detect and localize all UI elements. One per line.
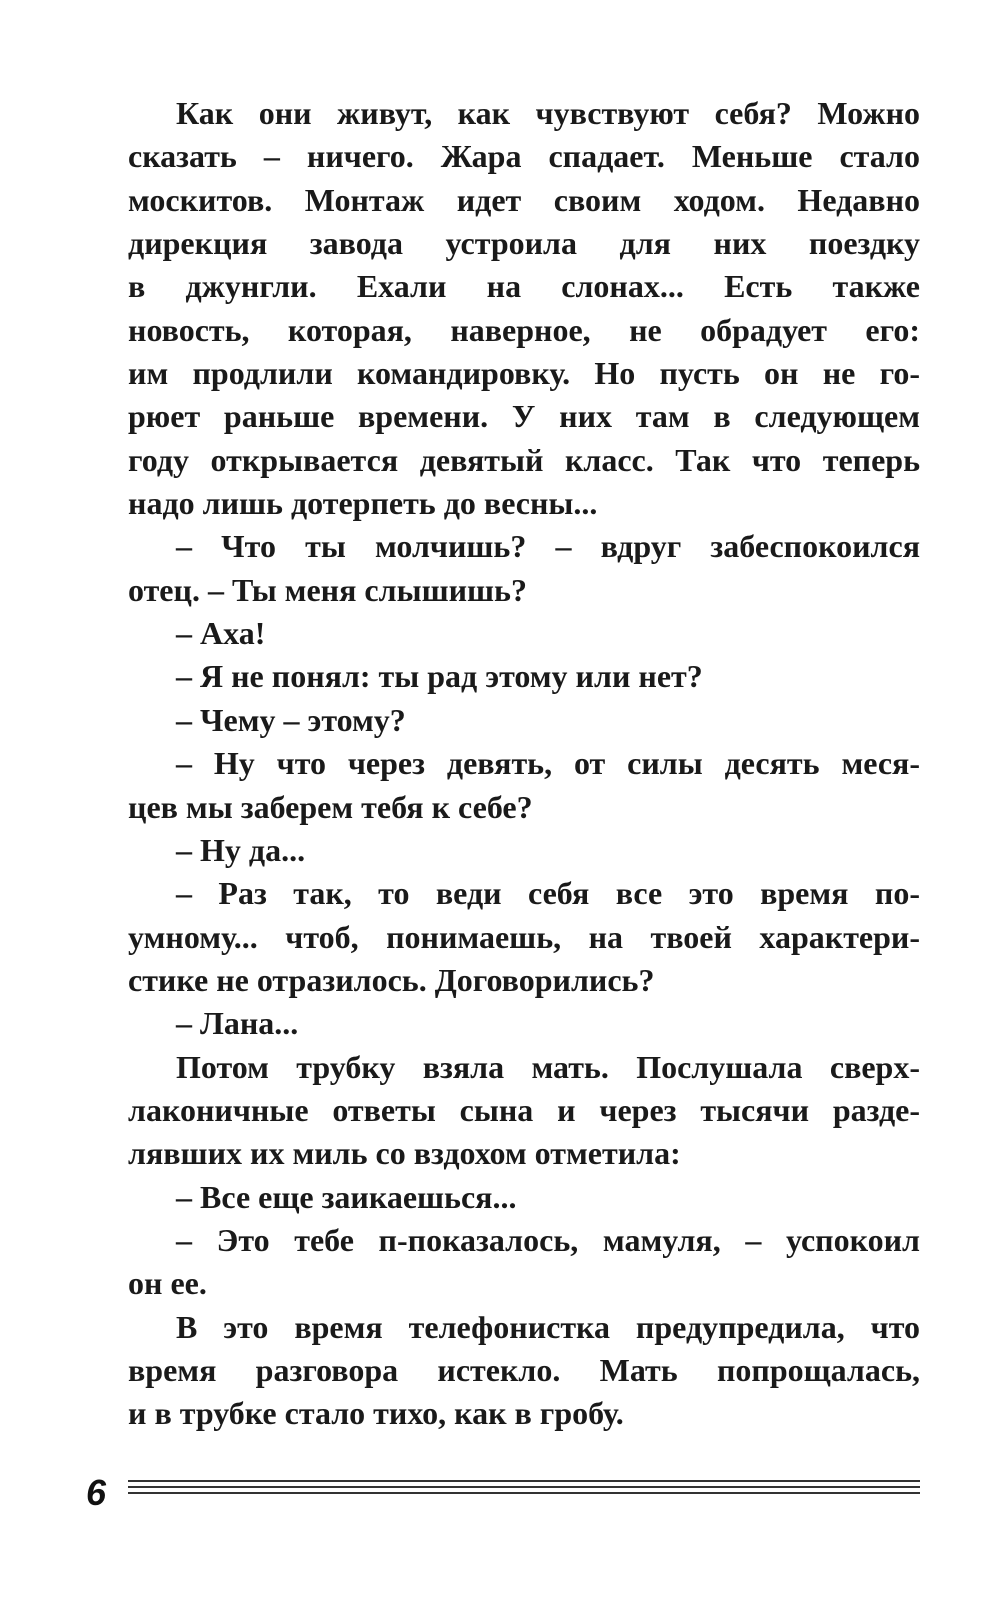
dialogue-line: – Ну да... [176,831,306,868]
text-line: стике не отразилось. Договорились? [128,961,655,998]
footer-rule [128,1480,920,1482]
dialogue-line: – Я не понял: ты рад этому или нет? [176,658,703,695]
text-line: Потом трубку взяла мать. Послушала сверх- [176,1048,920,1085]
text-line: умному... чтоб, понимаешь, на твоей характери- [128,918,920,955]
dialogue-line: – Все еще заикаешься... [176,1178,517,1215]
footer-rule [128,1486,920,1488]
text-line: рюет раньше времени. У них там в следующем [128,398,920,435]
page-footer [86,1472,920,1516]
text-line: лявших их миль со вздохом отметила: [128,1135,681,1172]
text-line: В это время телефонистка предупредила, что [176,1308,920,1345]
text-line: отец. – Ты меня слышишь? [128,571,527,608]
dialogue-line: – Что ты молчишь? – вдруг забеспокоился [176,528,920,565]
text-line: им продлили командировку. Но пусть он не го- [128,355,920,392]
text-line: сказать – ничего. Жара спадает. Меньше стало [128,138,920,175]
text-line: время разговора истекло. Мать попрощалась, [128,1351,920,1388]
body-text [128,92,920,1436]
text-line: Как они живут, как чувствуют себя? Можно [176,95,920,131]
text-line: москитов. Монтаж идет своим ходом. Недавно [128,181,920,218]
text-line: он ее. [128,1265,207,1302]
dialogue-line: – Лана... [176,1005,299,1042]
text-line: дирекция завода устроила для них поездку [128,225,920,262]
page-number: 6 [86,1472,107,1513]
dialogue-line: – Это тебе п-показалось, мамуля, – успокоил [176,1221,920,1258]
footer-rule [128,1492,920,1494]
dialogue-line: – Ну что через девять, от силы десять меся- [176,745,920,782]
text-line: новость, которая, наверное, не обрадует его: [128,311,920,348]
text-line: в джунгли. Ехали на слонах... Есть также [128,268,920,305]
dialogue-line: – Чему – этому? [176,701,406,738]
text-line: надо лишь дотерпеть до весны... [128,485,598,522]
text-line: цев мы заберем тебя к себе? [128,788,533,825]
dialogue-line: – Аха! [176,615,266,652]
dialogue-line: – Раз так, то веди себя все это время по- [176,875,920,912]
text-line: году открывается девятый класс. Так что теперь [128,441,920,478]
text-line: лаконичные ответы сына и через тысячи разде- [128,1091,920,1128]
text-line: и в трубке стало тихо, как в гробу. [128,1395,624,1432]
